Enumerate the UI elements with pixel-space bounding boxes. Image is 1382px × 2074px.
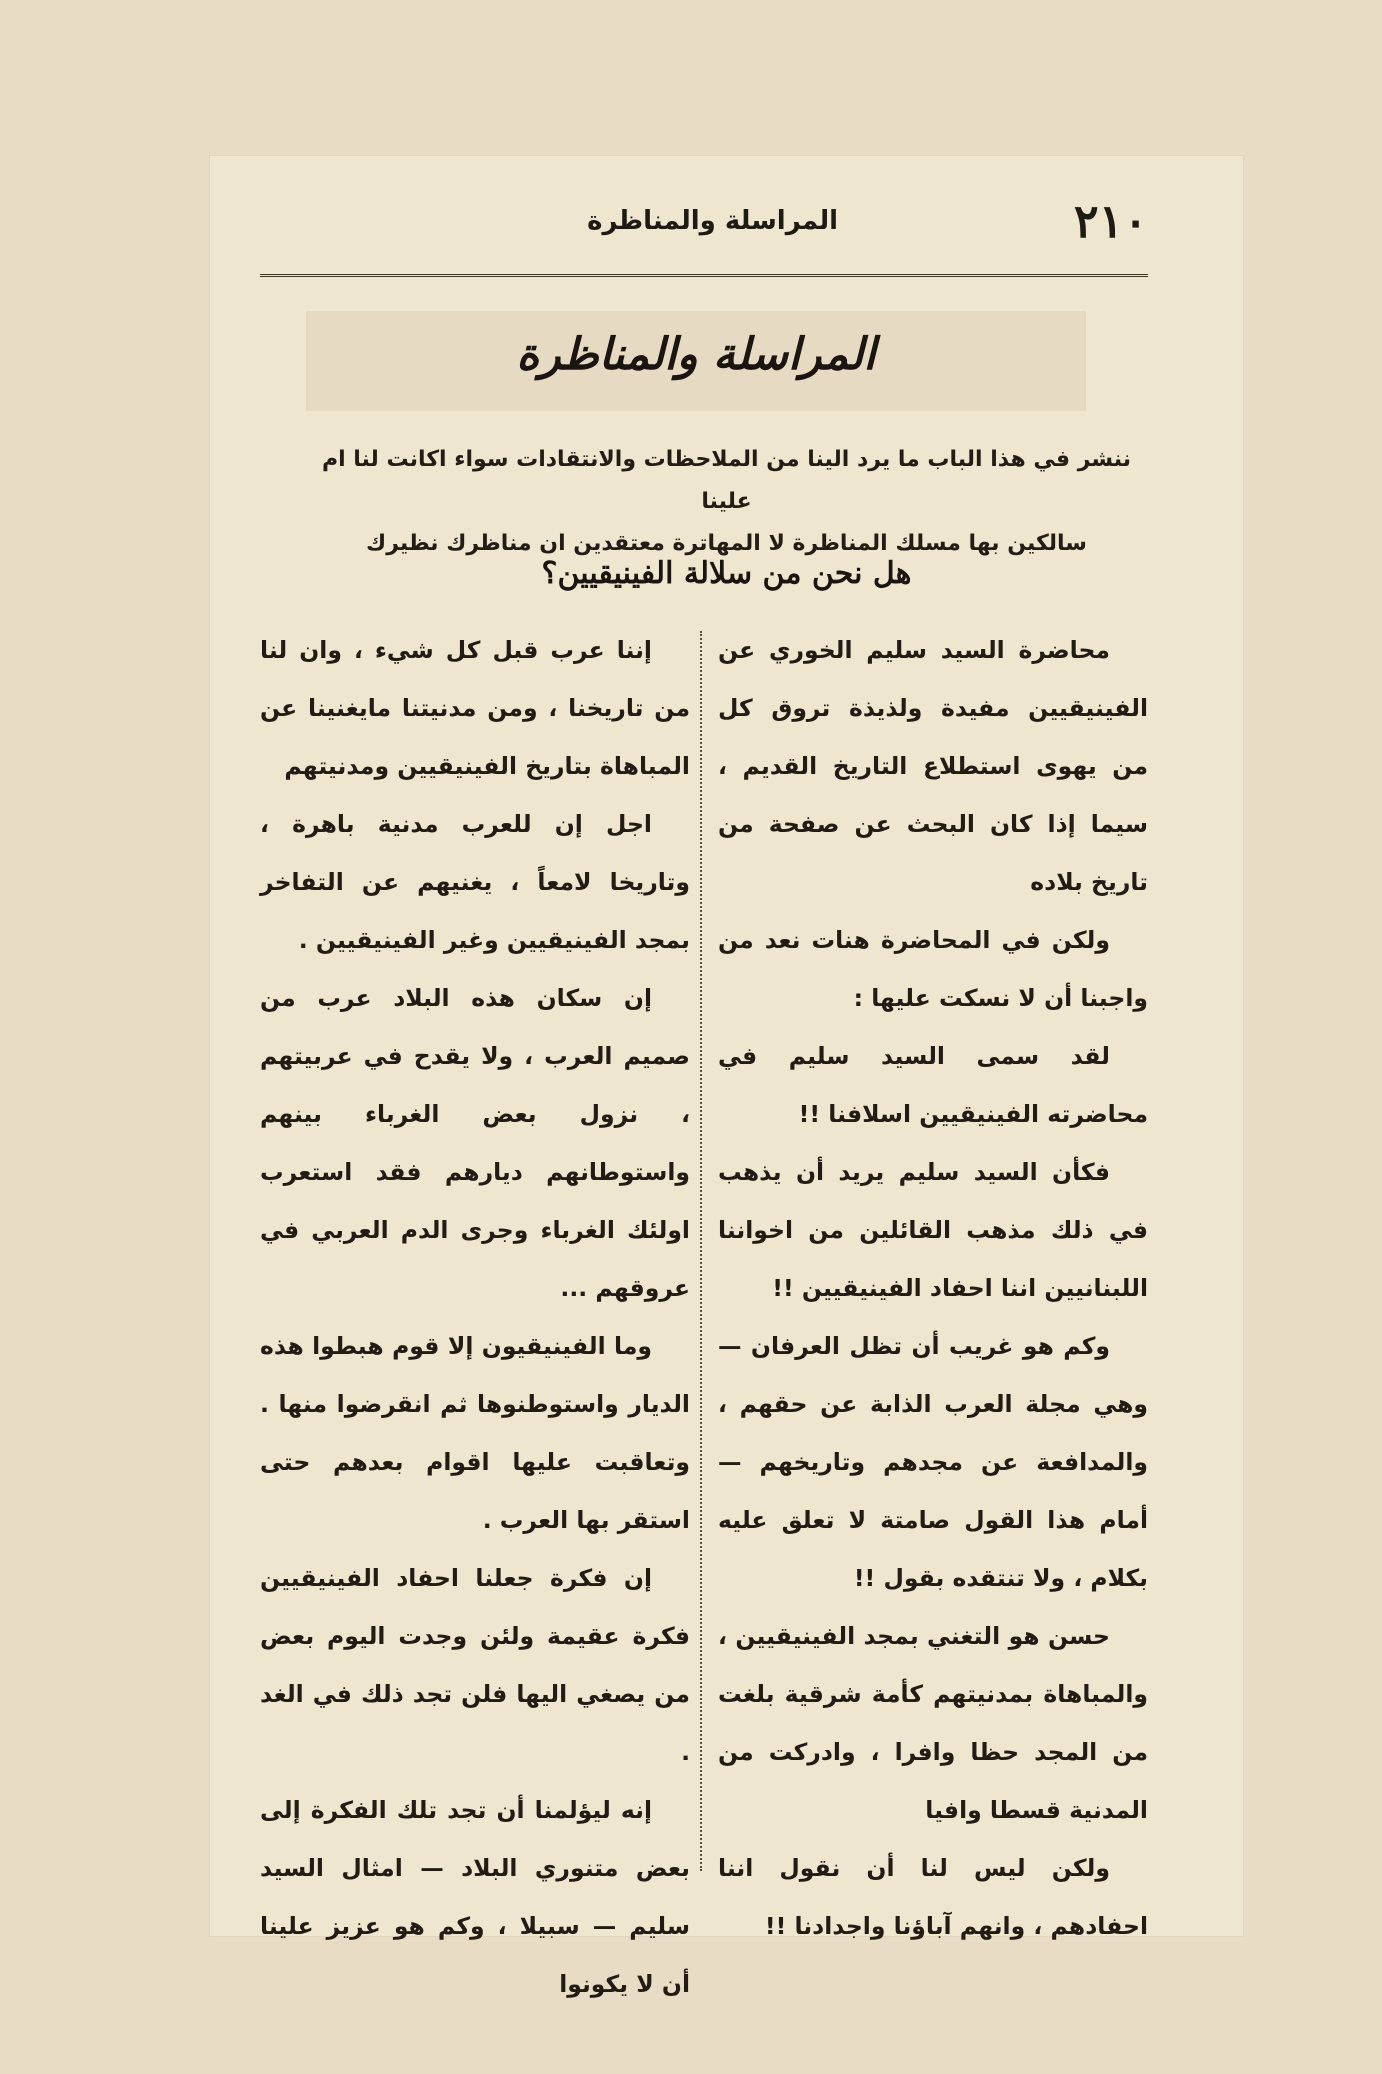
- intro-line: ننشر في هذا الباب ما يرد الينا من الملاحظات والانتقادات سواء اكانت لنا ام علينا: [321, 447, 1132, 514]
- paragraph: لقد سمى السيد سليم في محاضرته الفينيقيين اسلافنا !!: [718, 1042, 1148, 1128]
- section-title: المراسلة والمناظرة: [516, 329, 876, 380]
- paragraph: حسن هو التغني بمجد الفينيقيين ، والمباهاة بمدنيتهم كأمة شرقية بلغت من المجد حظا وافرا ، وادركت من المدنية قسطا وافيا: [718, 1622, 1148, 1824]
- article-body: [260, 621, 1148, 1998]
- left-column: [260, 621, 690, 2013]
- page-number: ٢١٠: [1073, 194, 1148, 248]
- column-divider: [700, 631, 702, 1871]
- paragraph: فكأن السيد سليم يريد أن يذهب في ذلك مذهب القائلين من اخواننا اللبنانيين اننا احفاد الفينيقيين !!: [718, 1158, 1148, 1302]
- paragraph: ولكن في المحاضرة هنات نعد من واجبنا أن لا نسكت عليها :: [718, 926, 1148, 1012]
- intro-line: سالكين بها مسلك المناظرة لا المهاترة معتقدين ان مناظرك نظيرك: [366, 531, 1087, 556]
- paragraph: إن فكرة جعلنا احفاد الفينيقيين فكرة عقيمة ولئن وجدت اليوم بعض من يصغي اليها فلن تجد ذلك في الغد .: [260, 1564, 690, 1766]
- paragraph: ولكن ليس لنا أن نقول اننا احفادهم ، وانهم آباؤنا واجدادنا !!: [718, 1854, 1148, 1940]
- page-header: [266, 194, 1148, 254]
- paragraph: إنه ليؤلمنا أن تجد تلك الفكرة إلى بعض متنوري البلاد — امثال السيد سليم — سبيلا ، وكم هو عزيز علينا أن لا يكونوا: [260, 1796, 690, 1998]
- paragraph: إن سكان هذه البلاد عرب من صميم العرب ، ولا يقدح في عربيتهم ، نزول بعض الغرباء بينهم واستوطانهم ديارهم فقد استعرب اولئك الغرباء وجرى الدم العربي في عروقهم ...: [260, 984, 690, 1302]
- paragraph: وما الفينيقيون إلا قوم هبطوا هذه الديار واستوطنوها ثم انقرضوا منها . وتعاقبت عليها اقوام بعدهم حتى استقر بها العرب .: [260, 1332, 690, 1534]
- article-title: هل نحن من سلالة الفينيقيين؟: [541, 556, 912, 591]
- paragraph: إننا عرب قبل كل شيء ، وان لنا من تاريخنا ، ومن مدنيتنا مايغنينا عن المباهاة بتاريخ الفينيقيين ومدنيتهم: [260, 636, 690, 780]
- paragraph: اجل إن للعرب مدنية باهرة ، وتاريخا لامعاً ، يغنيهم عن التفاخر بمجد الفينيقيين وغير الفينيقيين .: [260, 810, 690, 954]
- paragraph: محاضرة السيد سليم الخوري عن الفينيقيين مفيدة ولذيذة تروق كل من يهوى استطلاع التاريخ القديم ، سيما إذا كان البحث عن صفحة من تاريخ بلاده: [718, 636, 1148, 896]
- right-column: [718, 621, 1148, 1955]
- section-intro: [300, 439, 1153, 565]
- header-rule: [260, 266, 1148, 277]
- magazine-page: [210, 156, 1243, 1998]
- section-banner: [306, 311, 1086, 411]
- running-head: المراسلة والمناظرة: [587, 206, 838, 236]
- paragraph: وكم هو غريب أن تظل العرفان — وهي مجلة العرب الذابة عن حقهم ، والمدافعة عن مجدهم وتاريخهم — أمام هذا القول صامتة لا تعلق عليه بكلام ، ولا تنتقده بقول !!: [718, 1332, 1148, 1592]
